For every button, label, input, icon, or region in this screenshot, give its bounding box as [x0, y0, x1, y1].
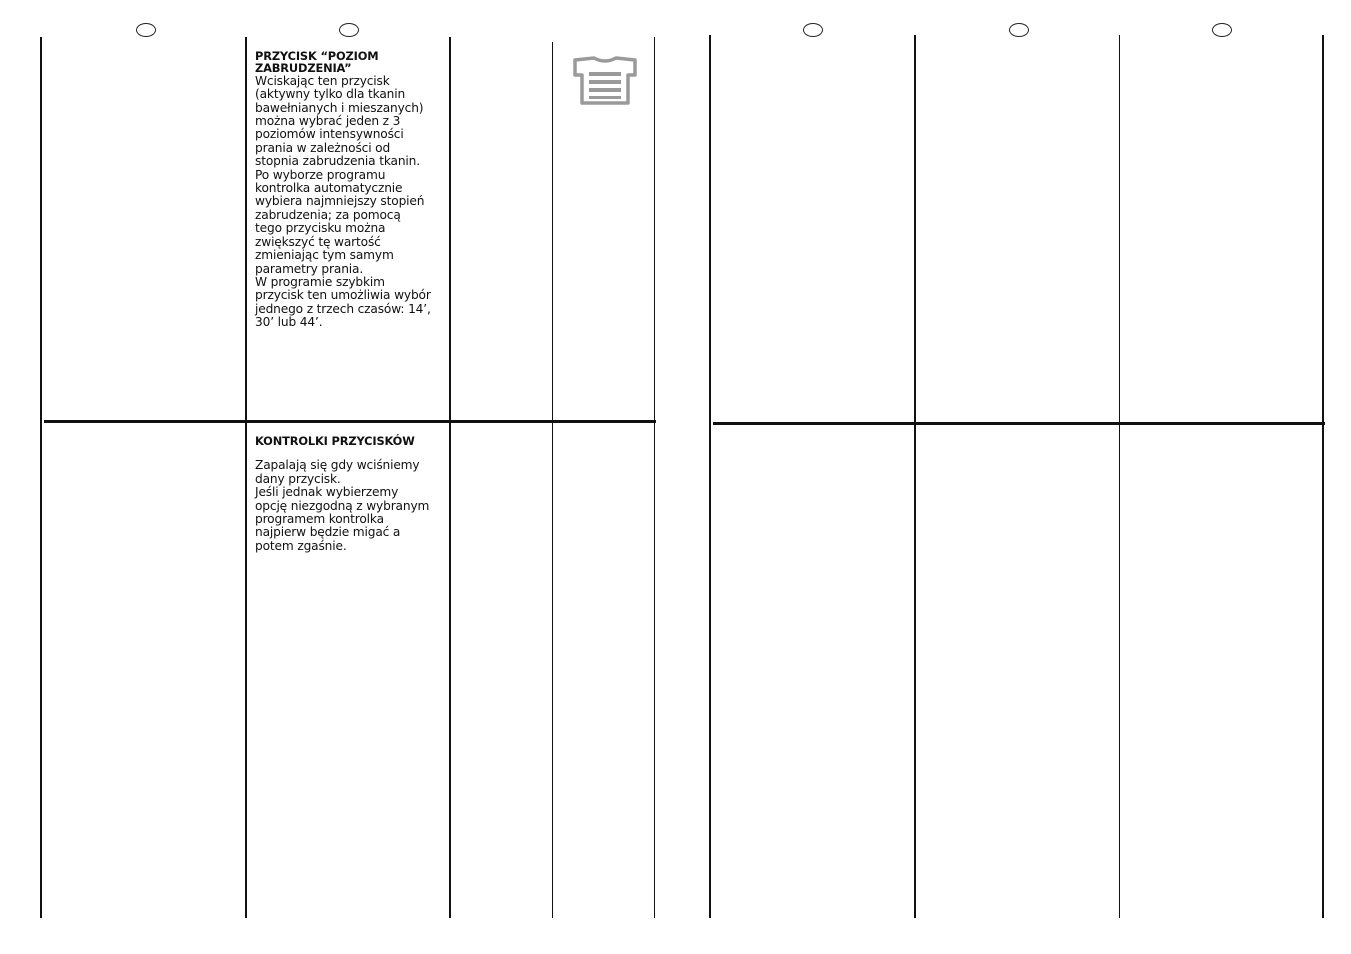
- column-rule: [449, 37, 451, 918]
- column-rule: [245, 37, 247, 918]
- section-divider: [713, 422, 1325, 425]
- column-rule: [40, 37, 42, 918]
- button-indicators-section: [255, 435, 445, 553]
- column-rule: [1119, 35, 1120, 918]
- language-marker-4: [1009, 23, 1029, 37]
- language-marker-5: [1212, 23, 1232, 37]
- column-rule: [654, 37, 655, 918]
- language-marker-2: [339, 23, 359, 37]
- soil-level-section: [255, 50, 445, 330]
- section-body: Zapalają się gdy wciśniemy dany przycisk. Jeśli jednak wybierzemy opcję niezgodną z wybranym programem kontrolka najpierw będzie migać a potem zgaśnie.: [255, 458, 430, 553]
- column-rule: [914, 35, 916, 918]
- language-marker-1: [136, 23, 156, 37]
- column-rule: [709, 35, 711, 918]
- section-heading: KONTROLKI PRZYCISKÓW: [255, 434, 415, 448]
- column-rule: [552, 42, 553, 918]
- tshirt-soil-level-icon: [572, 55, 638, 107]
- section-body: Wciskając ten przycisk (aktywny tylko dla tkanin bawełnianych i mieszanych) można wybrać jeden z 3 poziomów intensywności prania w zależności od stopnia zabrudzenia tkanin. Po wyborze programu kontrolka automatycznie wybiera najmniejszy stopień zabrudzenia; za pomocą tego przycisku można zwiększyć tę wartość zmieniając tym samym parametry prania. W programie szybkim przycisk ten umożliwia wybór jednego z trzech czasów: 14’, 30’ lub 44’.: [255, 73, 431, 330]
- language-marker-3: [803, 23, 823, 37]
- column-rule: [1322, 35, 1324, 918]
- section-divider: [44, 420, 656, 423]
- section-heading: PRZYCISK “POZIOM ZABRUDZENIA”: [255, 49, 379, 76]
